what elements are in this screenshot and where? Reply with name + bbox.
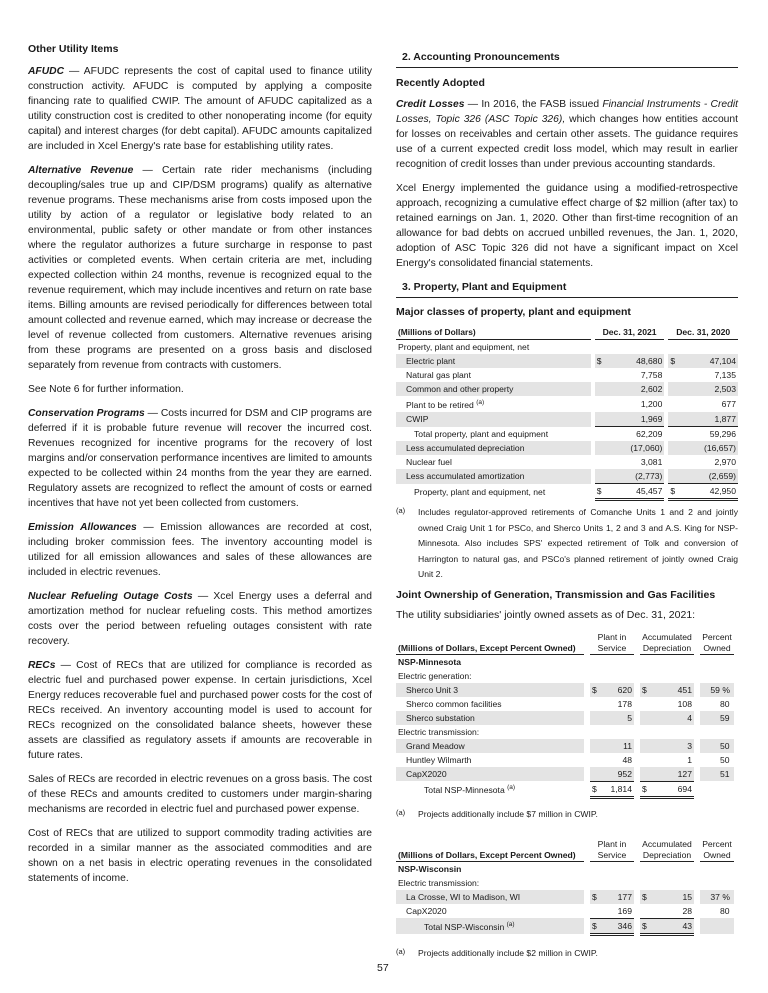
recs-paragraph: RECs — Cost of RECs that are utilized for compliance is recorded as electric fuel and purchased power expense. In certain jurisdictions, Xcel Energy reduces recoverable fuel and purchased power costs for the cost of RECs received. An inventory accounting model is used to account for RECs recognized on the consolidated balance sheets, however these assets are classified as regulatory assets if amounts are recoverable in future rates. (28, 660, 372, 761)
table-row: Grand Meadow 11 3 50 (396, 739, 734, 753)
credit-losses-paragraph: Credit Losses — In 2016, the FASB issued Financial Instruments - Credit Losses, Topic 326 (ASC Topic 326), which changes how entities account for losses on receivables and certain other assets. The guidance requires use of a current expected credit loss model, which may result in earlier recognition of credit losses than under previous accounting standards. (396, 99, 738, 170)
table-row: Property, plant and equipment, net $ 45,457 $ 42,950 (396, 484, 738, 500)
table-row: Natural gas plant 7,758 7,135 (406, 370, 736, 380)
table-row: CWIP 1,969 1,877 (396, 412, 738, 427)
table-row: CapX2020 169 28 80 (396, 904, 734, 919)
table-row: Plant to be retired $^{(a)}$ 1,200 677 (396, 396, 738, 412)
nsp-wisconsin-footnote: (a) Projects additionally include $2 million in CWIP. (396, 946, 598, 958)
right-column (396, 50, 738, 966)
nuclear-refueling-paragraph: Nuclear Refueling Outage Costs — Xcel Energy uses a deferral and amortization method for nuclear refueling costs. This method amortizes costs over the period between refueling outages consistent with rate recovery. (28, 591, 372, 647)
ppe-table: (Millions of Dollars) Dec. 31, 2021 Dec. 31, 2020 Property, plant and equipment, net Electric plant $ 48,680 $ 47,104 Natural gas plant 7,758 7,135 Common and other property 2,602 2,503 Plant to be retired $^{(a)}$ 1,200 677 CWIP 1,969 1,877 Total property, plant and equipment 62,209 59,296 Less accumulated depreciation (17,060) (16,657) Nuclear fuel 3,081 2,970 Less accumulated amortization (2,773) (2,659) Property, plant and equipment, net $ 45,457 $ 42,950 (396, 325, 738, 501)
nsp-wisconsin-table: (Millions of Dollars, Except Percent Owned) Plant in Service Accumulated Depreciation Percent Owned NSP-Wisconsin Electric transmission: La Crosse, WI to Madison, WI $ 177 $ 15 37 % CapX2020 169 28 80 Total NSP-Wisconsin $^{(a)}$ $ 346 $ 43 (396, 835, 734, 936)
table-row: Less accumulated amortization (2,773) (2,659) (396, 469, 738, 484)
table-row: Huntley Wilmarth 48 1 50 (406, 754, 730, 765)
page-number: 57 (377, 962, 389, 974)
section-3-heading: 3. Property, Plant and Equipment (396, 280, 738, 298)
table-row: Total NSP-Wisconsin $^{(a)}$ $ 346 $ 43 (396, 918, 734, 934)
table-row: Less accumulated depreciation (17,060) (16,657) (396, 441, 738, 455)
table-row: Sherco common facilities 178 108 80 (406, 698, 730, 709)
major-classes-heading: Major classes of property, plant and equipment (396, 306, 631, 318)
table-row: Electric plant $ 48,680 $ 47,104 (396, 354, 738, 368)
joint-ownership-intro: The utility subsidiaries' jointly owned assets as of Dec. 31, 2021: (396, 608, 696, 621)
table-row: Common and other property 2,602 2,503 (396, 382, 738, 396)
afudc-paragraph: AFUDC — AFUDC represents the cost of capital used to finance utility construction activity. AFUDC is computed by applying a composite financing rate to qualified CWIP. The amount of AFUDC capitalized as a utility construction cost is credited to other nonoperating income (for equity capital) and interest charges (for debt capital). AFUDC amounts capitalized are included in Xcel Energy's rate base for establishing utility rates. (28, 66, 372, 152)
table-row: Total property, plant and equipment 62,209 59,296 (396, 427, 738, 442)
nsp-minnesota-table: (Millions of Dollars, Except Percent Owned) Plant in Service Accumulated Depreciation Percent Owned NSP-Minnesota Electric generation: Sherco Unit 3 $ 620 $ 451 59 % Sherco common facilities 178 108 80 Sherco substation 5 4 59 Electric transmission: Grand Meadow 11 3 50 Huntley Wilmarth 48 1 50 CapX2020 952 127 51 Total NSP-Minnesota $^{(a)}$ $ 1,814 $ 694 (396, 628, 734, 799)
table-row: Sherco Unit 3 $ 620 $ 451 59 % (396, 683, 734, 697)
table-row: Nuclear fuel 3,081 2,970 (406, 457, 736, 467)
emission-allowances-paragraph: Emission Allowances — Emission allowances are recorded at cost, including broker commission fees. The inventory accounting model is utilized for all emission allowances and sales of these allowances are included in electric revenues. (28, 522, 372, 578)
recs-sales-paragraph: Sales of RECs are recorded in electric revenues on a gross basis. The cost of these RECs and amounts credited to customers under margin-sharing mechanisms are recorded in electric fuel and purchased power expense. (28, 774, 372, 815)
ppe-footnote: (a) Includes regulator-approved retirements of Comanche Units 1 and 2 and jointly owned Craig Unit 1 for PSCo, and Sherco Units 1, 2 and 3 and A.S. King for NSP-Minnesota. Also includes SPS' expected retirement of Tolk and conversion of Harrington to natural gas, and PSCo's planned retirement of jointly owned Craig Unit 2. (396, 506, 738, 579)
nsp-minnesota-footnote: (a) Projects additionally include $7 million in CWIP. (396, 807, 598, 819)
recs-trading-paragraph: Cost of RECs that are utilized to support commodity trading activities are recorded in a similar manner as the associated commodities and are shown on a net basis in electric operating revenues in the consolidated statements of income. (28, 828, 372, 884)
alternative-revenue-paragraph: Alternative Revenue — Certain rate rider mechanisms (including decoupling/sales true up and CIP/DSM programs) qualify as alternative revenue programs. These mechanisms arise from costs imposed upon the utility by action of a regulator or legislative body related to an environmental, public safety or other mandate or from other instances where the regulator authorizes a future surcharge in response to past activities or completed events. When certain criteria are met, including expected collection within 24 months, revenue is recognized equal to the revenue requirement, which may include incentives and return on rate base items. Billing amounts are revised periodically for differences between total amount collected and revenue earned, which may increase or decrease the level of revenue collected from customers. Alternative revenues arising from these programs are presented on a gross basis and disclosed separately from revenue from contracts with customers. (28, 165, 372, 371)
left-column (28, 42, 372, 895)
other-utility-items-heading: Other Utility Items (28, 43, 119, 55)
implementation-paragraph: Xcel Energy implemented the guidance using a modified-retrospective approach, recognizing a cumulative effect charge of $2 million (after tax) to retained earnings on Jan. 1, 2020. Other than first-time recognition of an allowance for bad debts on accrued unbilled revenues, the Jan. 1, 2020, adoption of ASC Topic 326 did not have a significant impact on Xcel Energy's consolidated financial statements. (396, 183, 738, 269)
table-row: La Crosse, WI to Madison, WI $ 177 $ 15 37 % (396, 890, 734, 904)
joint-ownership-heading: Joint Ownership of Generation, Transmission and Gas Facilities (396, 588, 716, 601)
recently-adopted-heading: Recently Adopted (396, 77, 485, 89)
table-row: Total NSP-Minnesota $^{(a)}$ $ 1,814 $ 694 (396, 781, 734, 797)
conservation-programs-paragraph: Conservation Programs — Costs incurred for DSM and CIP programs are deferred if it is probable future revenue will recover the incurred cost. Revenues recognized for incentive programs for the recovery of lost margins and/or conservation performance incentives are limited to amounts expected to be collected within 24 months from the year they are earned. Regulatory assets are recognized to reflect the amount of costs or earned incentives that have not yet been collected from customers. (28, 408, 372, 509)
see-note-paragraph: See Note 6 for further information. (28, 384, 184, 395)
table-row: Sherco substation 5 4 59 (396, 711, 734, 725)
section-2-heading: 2. Accounting Pronouncements (396, 50, 738, 68)
table-row: CapX2020 952 127 51 (396, 767, 734, 782)
